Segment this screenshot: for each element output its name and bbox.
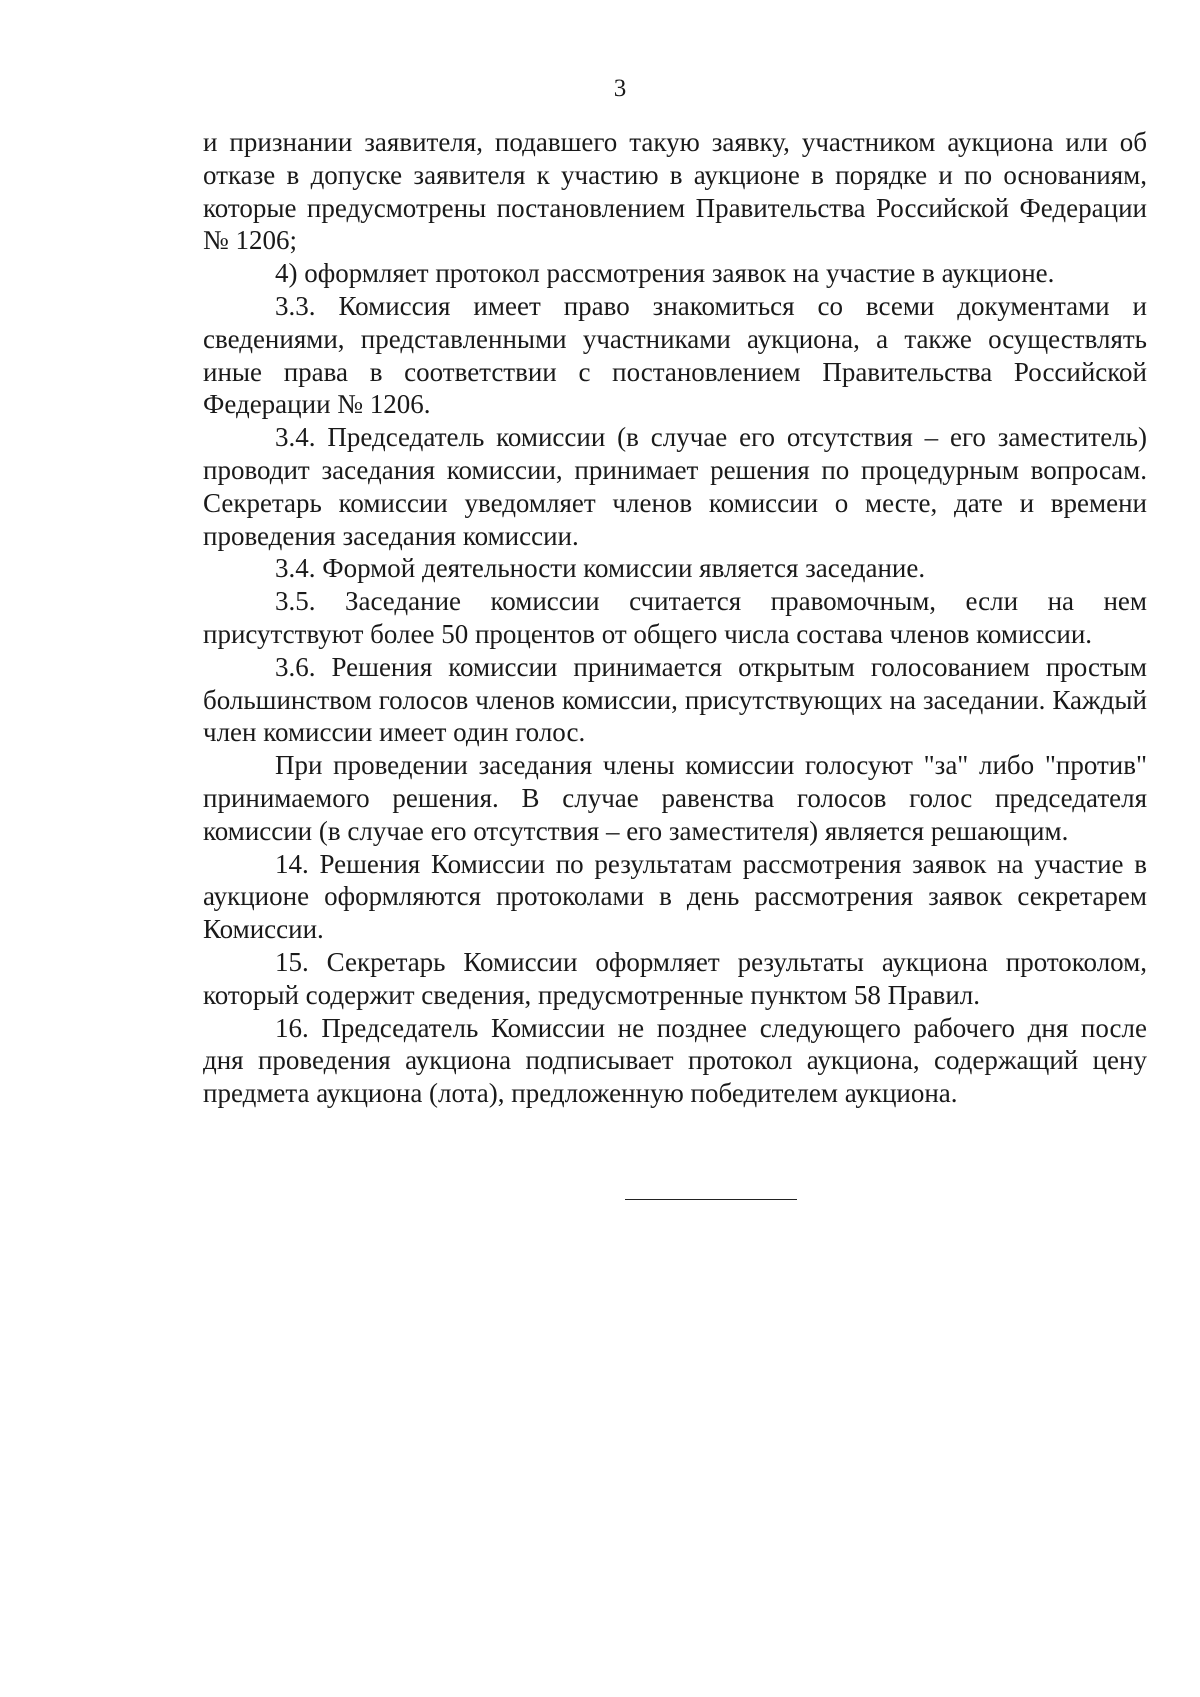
paragraph-3-4-form: 3.4. Формой деятельности комиссии является заседание. bbox=[275, 553, 926, 584]
paragraph-14: 14. Решения Комиссии по результатам рассмотрения заявок на участие в аукционе оформляются протоколами в день рассмотрения заявок секретарем Комиссии. bbox=[203, 848, 1147, 945]
paragraph-item-4: 4) оформляет протокол рассмотрения заявок на участие в аукционе. bbox=[275, 258, 1055, 289]
paragraph-3-5: 3.5. Заседание комиссии считается правомочным, если на нем присутствуют более 50 процентов от общего числа состава членов комиссии. bbox=[203, 586, 1147, 649]
closing-divider bbox=[625, 1199, 797, 1200]
paragraph-16: 16. Председатель Комиссии не позднее следующего рабочего дня после дня проведения аукциона подписывает протокол аукциона, содержащий цену предмета аукциона (лота), предложенную победителем аукциона. bbox=[203, 1012, 1147, 1109]
document-body bbox=[203, 126, 1147, 1110]
paragraph-voting: При проведении заседания члены комиссии голосуют "за" либо "против" принимаемого решения. В случае равенства голосов голос председателя комиссии (в случае его отсутствия – его заместителя) является решающим. bbox=[203, 750, 1147, 846]
paragraph-15: 15. Секретарь Комиссии оформляет результаты аукциона протоколом, который содержит сведения, предусмотренные пунктом 58 Правил. bbox=[203, 946, 1147, 1010]
paragraph-3-4-chairman: 3.4. Председатель комиссии (в случае его отсутствия – его заместитель) проводит заседания комиссии, принимает решения по процедурным вопросам. Секретарь комиссии уведомляет членов комиссии о месте, дате и времени проведения заседания комиссии. bbox=[203, 422, 1147, 551]
paragraph-continuation: и признании заявителя, подавшего такую заявку, участником аукциона или об отказе в допуске заявителя к участию в аукционе в порядке и по основаниям, которые предусмотрены постановлением Правительства Российской Федерации № 1206; bbox=[203, 127, 1147, 256]
paragraph-3-3: 3.3. Комиссия имеет право знакомиться со всеми документами и сведениями, представленными участниками аукциона, а также осуществлять иные права в соответствии с постановлением Правительства Российской Федерации № 1206. bbox=[203, 290, 1147, 420]
paragraph-3-6: 3.6. Решения комиссии принимается открытым голосованием простым большинством голосов членов комиссии, присутствующих на заседании. Каждый член комиссии имеет один голос. bbox=[203, 651, 1147, 748]
page-number: 3 bbox=[613, 75, 627, 102]
